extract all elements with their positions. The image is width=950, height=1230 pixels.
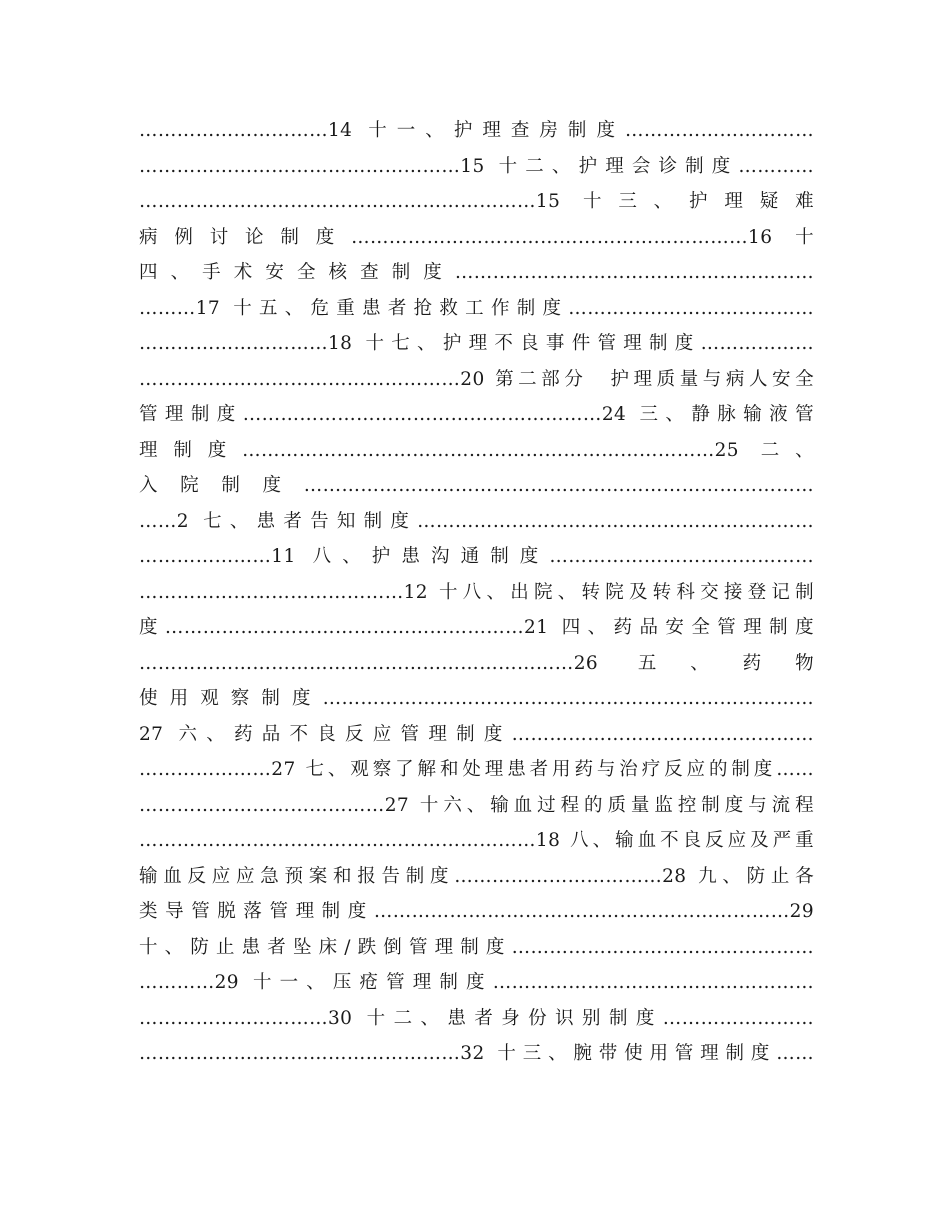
toc-line: 使用观察制度…………………………………………………………………… xyxy=(139,688,814,709)
toc-line: ……………………………………12 十八、出院、转院及转科交接登记制 xyxy=(139,581,814,603)
toc-line: …………………………14 十一、护理查房制度………………………… xyxy=(139,120,814,141)
toc-line: 类导管脱落管理制度…………………………………………………………29 xyxy=(139,901,814,922)
toc-line: 入院制度……………………………………………………………………… xyxy=(139,475,814,496)
toc-body xyxy=(139,113,814,1072)
toc-line: ……………………………………………15 十二、护理会诊制度………… xyxy=(139,155,814,177)
toc-line: ……………………………………………20 第二部分 护理质量与病人安全 xyxy=(139,368,814,390)
toc-line: 病例讨论制度………………………………………………………16 十 xyxy=(139,226,814,248)
toc-line: 度…………………………………………………21 四、药品安全管理制度 xyxy=(139,617,814,638)
toc-line: ……………………………………………32 十三、腕带使用管理制度…… xyxy=(139,1043,814,1064)
toc-line: ……………………………………………………………26 五、药物 xyxy=(139,652,814,674)
toc-line: …………………27 七、观察了解和处理患者用药与治疗反应的制度…… xyxy=(139,759,814,780)
toc-line: ………………………………………………………18 八、输血不良反应及严重 xyxy=(139,830,814,851)
toc-line: ………17 十五、危重患者抢救工作制度………………………………… xyxy=(139,297,814,319)
toc-line: …………………………18 十七、护理不良事件管理制度……………… xyxy=(139,333,814,354)
toc-line: 四、手术安全核查制度………………………………………………… xyxy=(139,262,814,283)
toc-line: 输血反应应急预案和报告制度……………………………28 九、防止各 xyxy=(139,865,814,887)
toc-line: 十、防止患者坠床/跌倒管理制度………………………………………… xyxy=(139,936,814,958)
toc-line: …………………………………27 十六、输血过程的质量监控制度与流程 xyxy=(139,794,814,816)
toc-line: ………………………………………………………15 十三、护理疑难 xyxy=(139,191,814,212)
toc-line: 27 六、药品不良反应管理制度………………………………………… xyxy=(139,723,814,745)
toc-line: 管理制度…………………………………………………24 三、静脉输液管 xyxy=(139,404,814,425)
toc-line: …………………11 八、护患沟通制度…………………………………… xyxy=(139,546,814,567)
toc-line: ……2 七、患者告知制度……………………………………………………… xyxy=(139,510,814,532)
toc-line: 理制度…………………………………………………………………25 二、 xyxy=(139,439,814,461)
toc-line: …………29 十一、压疮管理制度…………………………………………… xyxy=(139,972,814,993)
toc-line: …………………………30 十二、患者身份识别制度…………………… xyxy=(139,1007,814,1029)
